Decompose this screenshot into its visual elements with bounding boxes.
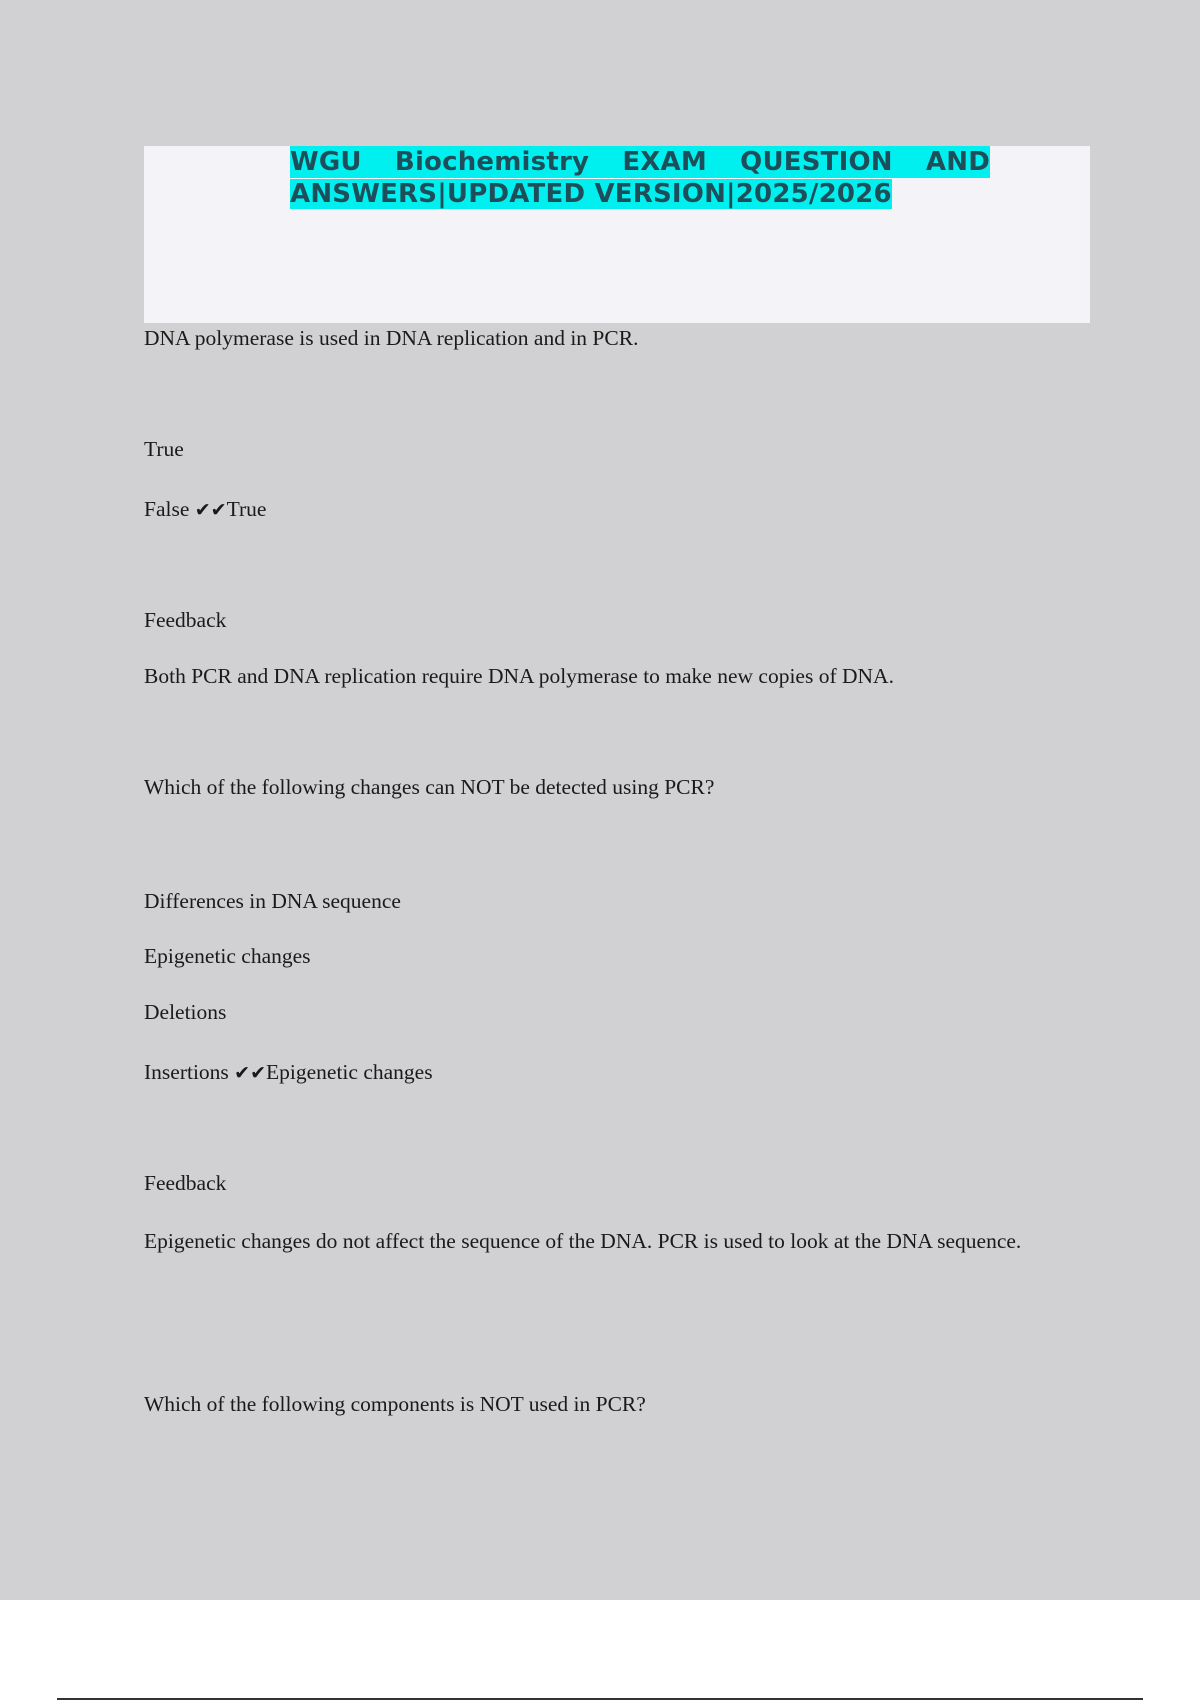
option-label: Insertions bbox=[144, 1060, 229, 1084]
question-2-feedback-text: Epigenetic changes do not affect the sequence of the DNA. PCR is used to look at the DNA sequence. bbox=[144, 1229, 1022, 1253]
question-1-option-true: True bbox=[144, 437, 184, 461]
question-1-option-false-with-answer bbox=[144, 495, 266, 524]
title-line-2 bbox=[290, 178, 990, 210]
document-title bbox=[290, 146, 990, 210]
answer-text: Epigenetic changes bbox=[266, 1060, 433, 1084]
option-label: False bbox=[144, 497, 190, 521]
question-1-feedback-label: Feedback bbox=[144, 608, 227, 632]
question-2-option-3: Deletions bbox=[144, 1000, 227, 1024]
question-2-option-4-with-answer bbox=[144, 1058, 433, 1087]
title-word: WGU bbox=[290, 147, 362, 177]
check-icon: ✔✔ bbox=[234, 1062, 267, 1084]
question-3-text: Which of the following components is NOT used in PCR? bbox=[144, 1392, 646, 1416]
title-text-line-2: ANSWERS|UPDATED VERSION|2025/2026 bbox=[290, 179, 892, 209]
question-2-option-1: Differences in DNA sequence bbox=[144, 889, 401, 913]
check-icon: ✔✔ bbox=[194, 499, 227, 521]
question-2-option-2: Epigenetic changes bbox=[144, 944, 311, 968]
title-line-1 bbox=[290, 146, 990, 178]
title-word: Biochemistry bbox=[394, 147, 590, 177]
title-word: AND bbox=[925, 147, 990, 177]
title-word: EXAM bbox=[622, 147, 707, 177]
title-word: QUESTION bbox=[740, 147, 893, 177]
question-1-feedback-text: Both PCR and DNA replication require DNA polymerase to make new copies of DNA. bbox=[144, 664, 894, 688]
answer-text: True bbox=[226, 497, 267, 521]
question-1-text: DNA polymerase is used in DNA replication and in PCR. bbox=[144, 326, 639, 350]
question-2-text: Which of the following changes can NOT be detected using PCR? bbox=[144, 775, 715, 799]
question-2-feedback-label: Feedback bbox=[144, 1171, 227, 1195]
